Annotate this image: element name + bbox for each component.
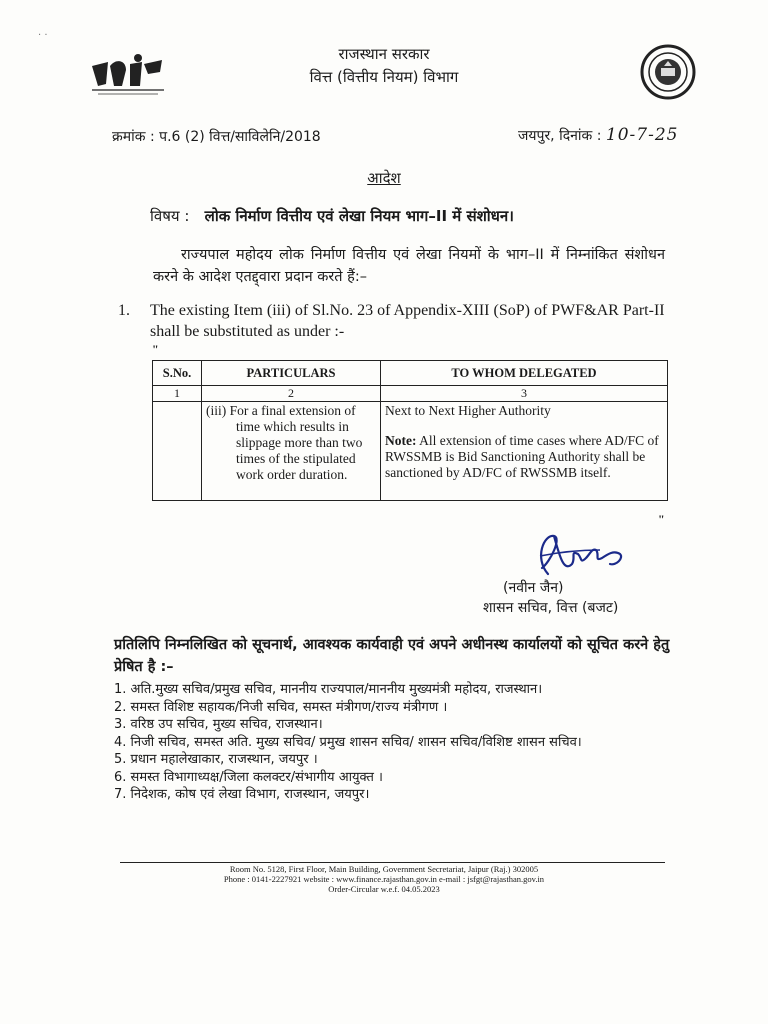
- list-item: 5. प्रधान महालेखाकार, राजस्थान, जयपुर ।: [114, 752, 318, 767]
- header-delegated: TO WHOM DELEGATED: [381, 361, 668, 386]
- quote-open: ": [152, 342, 159, 356]
- scan-mark: · ·: [38, 30, 48, 41]
- date-line: [518, 125, 679, 145]
- date-handwritten: 10-7-25: [605, 125, 679, 145]
- col-number-2: 2: [202, 386, 381, 402]
- delegation-note: [385, 433, 663, 481]
- copy-intro: प्रतिलिपि निम्नलिखित को सूचनार्थ, आवश्यक कार्यवाही एवं अपने अधीनस्थ कार्यालयों को सूचित करने हेतु प्रेषित है :–: [114, 637, 670, 675]
- header-line2: वित्त (वित्तीय नियम) विभाग: [309, 68, 459, 86]
- col-number-3: 3: [381, 386, 668, 402]
- note-label: Note:: [385, 433, 417, 448]
- list-item: 3. वरिष्ठ उप सचिव, मुख्य सचिव, राजस्थान।: [114, 717, 323, 732]
- item-number: 1.: [118, 302, 130, 319]
- footer-circular: Order-Circular w.e.f. 04.05.2023: [328, 884, 440, 894]
- table-row: [153, 402, 668, 501]
- footer-contact: Phone : 0141-2227921 website : www.finance.rajasthan.gov.in e-mail : jsfgt@rajasthan.gov.in: [223, 874, 545, 884]
- subject-label: विषय :: [150, 207, 190, 225]
- footer-address: Room No. 5128, First Floor, Main Building, Government Secretariat, Jaipur (Raj.) 302005: [229, 864, 539, 874]
- list-item: 6. समस्त विभागाध्यक्ष/जिला कलक्टर/संभागीय आयुक्त ।: [114, 769, 383, 785]
- row-sno: [153, 402, 202, 501]
- preamble: राज्यपाल महोदय लोक निर्माण वित्तीय एवं लेखा नियमों के भाग–II में निम्नांकित संशोधन करने के आदेश एतद्द्वारा प्रदान करते हैं:–: [153, 247, 665, 285]
- order-title-text: आदेश: [367, 169, 401, 187]
- row-particulars: (iii) For a final extension of time which results in slippage more than two times of the stipulated work order duration.: [202, 402, 381, 501]
- col-number-1: 1: [153, 386, 202, 402]
- quote-close: ": [658, 512, 665, 526]
- header-particulars: PARTICULARS: [202, 361, 381, 386]
- row-delegated: [381, 402, 668, 501]
- subject-text: लोक निर्माण वित्तीय एवं लेखा नियम भाग–II में संशोधन।: [204, 207, 514, 225]
- header-sno: S.No.: [153, 361, 202, 386]
- subject-line: [150, 206, 514, 226]
- item-text: The existing Item (iii) of Sl.No. 23 of Appendix-XIII (SoP) of PWF&AR Part-II shall be substituted as under :-: [150, 302, 665, 340]
- list-item: 7. निदेशक, कोष एवं लेखा विभाग, राजस्थान, जयपुर।: [114, 787, 370, 802]
- signatory-designation: शासन सचिव, वित्त (बजट): [483, 600, 619, 616]
- signatory-name: (नवीन जैन): [503, 580, 564, 596]
- note-text: All extension of time cases where AD/FC of RWSSMB is Bid Sanctioning Authority shall be sanctioned by AD/FC of RWSSMB itself.: [385, 433, 659, 480]
- delegated-authority: Next to Next Higher Authority: [385, 403, 551, 418]
- footer: [0, 864, 768, 894]
- footer-divider: [120, 862, 665, 863]
- delegation-table: [152, 360, 668, 501]
- table-number-row: [153, 386, 668, 402]
- list-item: 1. अति.मुख्य सचिव/प्रमुख सचिव, माननीय राज्यपाल/माननीय मुख्यमंत्री महोदय, राजस्थान।: [114, 682, 543, 697]
- reference-number: क्रमांक : प.6 (2) वित्त/साविलेनि/2018: [112, 129, 321, 145]
- list-item: 2. समस्त विशिष्ट सहायक/निजी सचिव, समस्त मंत्रीगण/राज्य मंत्रीगण ।: [114, 699, 448, 715]
- table-header-row: [153, 361, 668, 386]
- list-item: 4. निजी सचिव, समस्त अति. मुख्य सचिव/ प्रमुख शासन सचिव/ शासन सचिव/विशिष्ट शासन सचिव।: [114, 734, 582, 750]
- header-line1: राजस्थान सरकार: [338, 45, 430, 63]
- copy-list: [114, 681, 674, 804]
- order-title: [0, 168, 768, 188]
- date-label: जयपुर, दिनांक :: [518, 128, 602, 144]
